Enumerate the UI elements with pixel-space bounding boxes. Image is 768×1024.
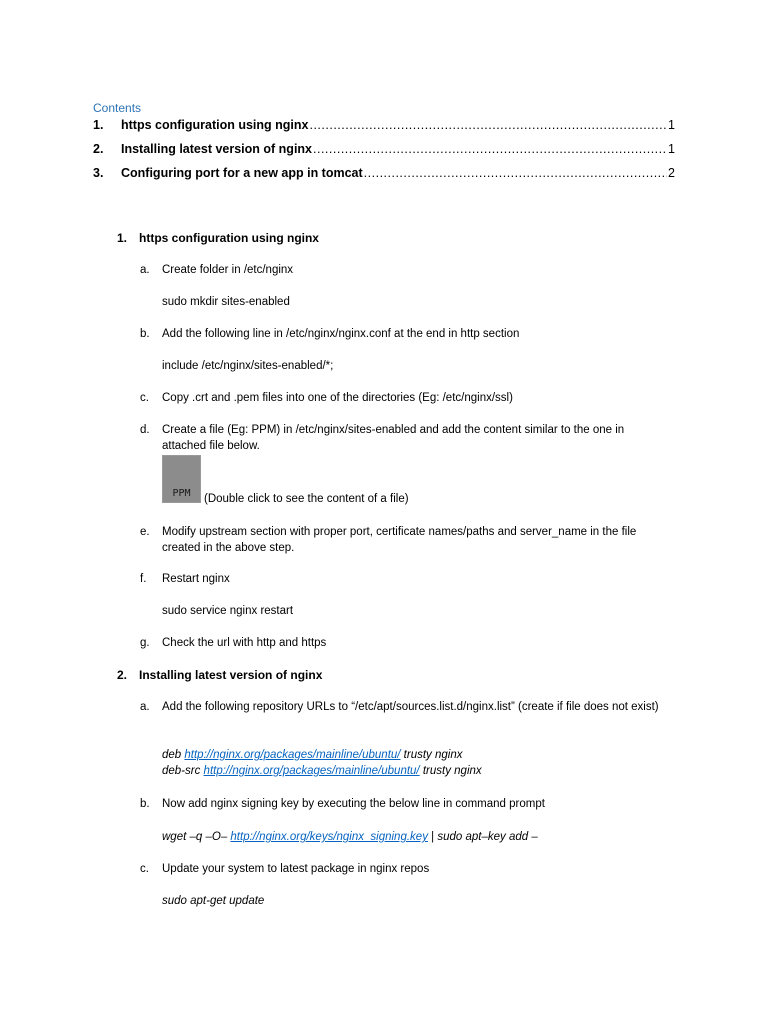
- toc-entry-3[interactable]: [93, 166, 675, 180]
- section-1-item-c: [140, 390, 670, 406]
- signing-key-link[interactable]: http://nginx.org/keys/nginx_signing.key: [230, 831, 428, 843]
- toc-dot-leader: [309, 118, 667, 132]
- section-2-heading: [117, 668, 322, 682]
- repo-suffix: trusty nginx: [419, 765, 482, 777]
- item-letter: g.: [140, 637, 150, 649]
- repo-prefix: deb-src: [162, 765, 204, 777]
- command-prefix: wget –q –O–: [162, 831, 231, 843]
- section-1-item-e: [140, 524, 670, 556]
- item-text: Create a file (Eg: PPM) in /etc/nginx/sites-enabled and add the content similar to the one in attached file below.: [162, 424, 625, 452]
- toc-entry-title: https configuration using nginx: [121, 118, 309, 132]
- command-text: include /etc/nginx/sites-enabled/*;: [162, 360, 334, 372]
- repository-line-deb-src: [162, 763, 482, 779]
- toc-entry-1[interactable]: [93, 118, 675, 132]
- repo-suffix: trusty nginx: [400, 749, 463, 761]
- item-letter: d.: [140, 424, 150, 436]
- toc-entry-number: 2.: [93, 142, 104, 156]
- item-letter: a.: [140, 264, 150, 276]
- attached-file-icon[interactable]: [162, 455, 201, 503]
- toc-dot-leader: [364, 166, 667, 180]
- toc-entry-2[interactable]: [93, 142, 675, 156]
- item-text: Restart nginx: [162, 573, 230, 585]
- item-letter: c.: [140, 392, 149, 404]
- item-text: Now add nginx signing key by executing the below line in command prompt: [162, 798, 545, 810]
- item-text: Add the following line in /etc/nginx/nginx.conf at the end in http section: [162, 328, 520, 340]
- toc-entry-number: 3.: [93, 166, 104, 180]
- item-letter: e.: [140, 526, 150, 538]
- item-text: Check the url with http and https: [162, 637, 327, 649]
- section-1-item-f: [140, 571, 670, 587]
- command-text: sudo mkdir sites-enabled: [162, 296, 290, 308]
- section-number: 1.: [117, 231, 128, 245]
- toc-heading: Contents: [93, 101, 142, 115]
- section-title: Installing latest version of nginx: [139, 668, 323, 682]
- repository-link[interactable]: http://nginx.org/packages/mainline/ubuntu/: [184, 749, 401, 761]
- command-suffix: sudo apt–key add –: [437, 831, 538, 843]
- section-2-item-a: [140, 699, 670, 715]
- section-1-item-b: [140, 326, 670, 342]
- section-title: https configuration using nginx: [139, 231, 319, 245]
- item-letter: a.: [140, 701, 150, 713]
- item-text: Create folder in /etc/nginx: [162, 264, 294, 276]
- section-1-item-d: [140, 422, 670, 454]
- section-1-heading: [117, 231, 319, 245]
- item-text: Add the following repository URLs to “/etc/apt/sources.list.d/nginx.list” (create if file does not exist): [162, 701, 659, 713]
- toc-entry-page: 2: [668, 166, 675, 180]
- section-number: 2.: [117, 668, 128, 682]
- item-text: Update your system to latest package in nginx repos: [162, 863, 430, 875]
- section-2-item-b: [140, 796, 670, 812]
- item-text: Copy .crt and .pem files into one of the directories (Eg: /etc/nginx/ssl): [162, 392, 513, 404]
- pipe-separator: |: [427, 831, 438, 843]
- attached-file-label: PPM: [172, 488, 191, 499]
- command-text: sudo apt-get update: [162, 895, 265, 907]
- repository-link[interactable]: http://nginx.org/packages/mainline/ubuntu/: [203, 765, 420, 777]
- section-2-item-c: [140, 861, 670, 877]
- item-letter: b.: [140, 798, 150, 810]
- item-letter: f.: [140, 573, 147, 585]
- attachment-caption: (Double click to see the content of a file): [204, 493, 409, 505]
- toc-entry-number: 1.: [93, 118, 104, 132]
- item-letter: b.: [140, 328, 150, 340]
- toc-entry-page: 1: [668, 118, 675, 132]
- toc-entry-page: 1: [668, 142, 675, 156]
- section-1-item-g: [140, 635, 670, 651]
- toc-dot-leader: [313, 142, 667, 156]
- toc-entry-title: Configuring port for a new app in tomcat: [121, 166, 363, 180]
- item-letter: c.: [140, 863, 149, 875]
- command-text: [162, 829, 538, 845]
- repo-prefix: deb: [162, 749, 185, 761]
- command-text: sudo service nginx restart: [162, 605, 294, 617]
- toc-entry-title: Installing latest version of nginx: [121, 142, 313, 156]
- repository-line-deb: [162, 747, 462, 763]
- item-text: Modify upstream section with proper port, certificate names/paths and server_name in the file created in the above step.: [162, 526, 637, 554]
- section-1-item-a: [140, 262, 670, 278]
